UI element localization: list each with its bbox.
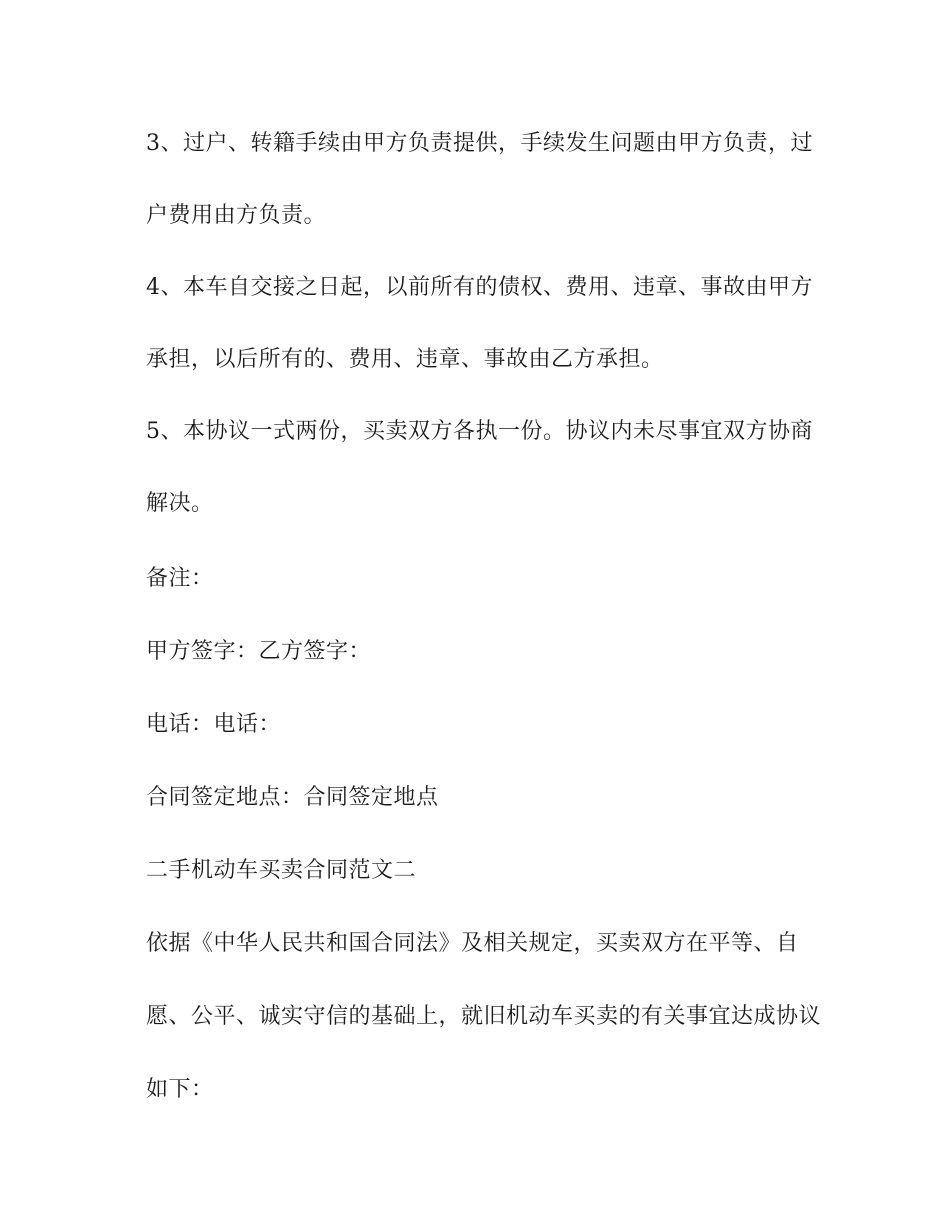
clause-5-line-2: 解决。 <box>146 491 214 516</box>
intro-line-3: 如下： <box>146 1077 214 1102</box>
intro-line-2: 愿、公平、诚实守信的基础上，就旧机动车买卖的有关事宜达成协议 <box>146 1004 822 1029</box>
clause-4-line-1: 4、本车自交接之日起，以前所有的债权、费用、违章、事故由甲方 <box>146 275 813 300</box>
phone-line: 电话：电话： <box>146 712 282 737</box>
signing-location-line: 合同签定地点：合同签定地点 <box>146 785 439 810</box>
clause-3-line-2: 户费用由方负责。 <box>146 203 327 228</box>
remarks-line: 备注： <box>146 566 214 591</box>
section-heading: 二手机动车买卖合同范文二 <box>146 858 417 883</box>
signature-line: 甲方签字：乙方签字： <box>146 639 372 664</box>
clause-5-line-1: 5、本协议一式两份，买卖双方各执一份。协议内未尽事宜双方协商 <box>146 419 813 444</box>
intro-line-1: 依据《中华人民共和国合同法》及相关规定，买卖双方在平等、自 <box>146 931 799 956</box>
clause-3-line-1: 3、过户、转籍手续由甲方负责提供，手续发生问题由甲方负责，过 <box>146 131 813 156</box>
clause-4-line-2: 承担，以后所有的、费用、违章、事故由乙方承担。 <box>146 347 664 372</box>
